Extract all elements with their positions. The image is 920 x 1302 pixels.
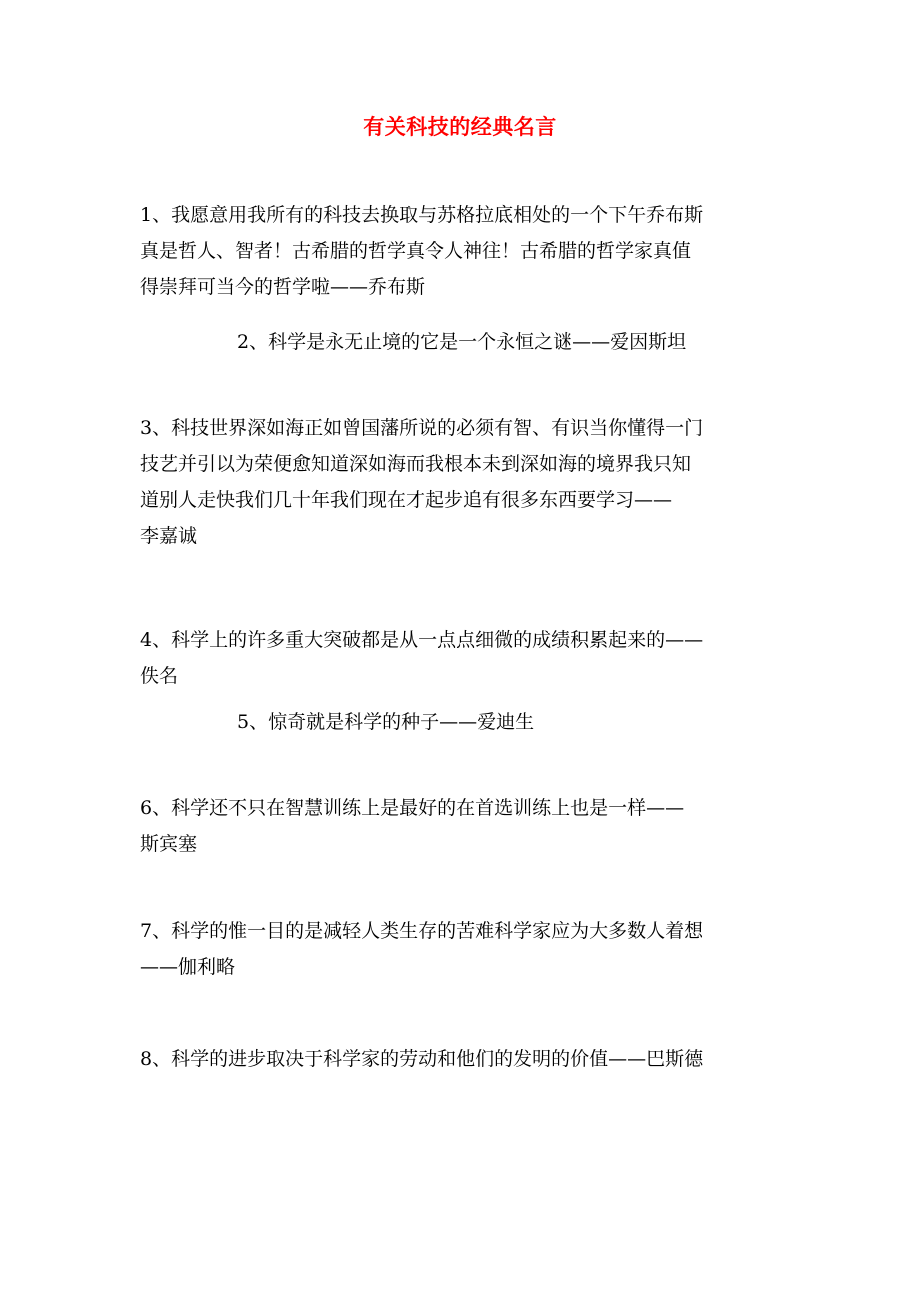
quote-7: [140, 913, 780, 985]
quote-line: 李嘉诚: [140, 525, 198, 547]
quote-line: 道别人走快我们几十年我们现在才起步追有很多东西要学习——: [140, 489, 673, 511]
quote-4: [140, 622, 780, 694]
quote-line: 6、科学还不只在智慧训练上是最好的在首选训练上也是一样——: [140, 797, 685, 819]
quote-line: 得崇拜可当今的哲学啦——乔布斯: [140, 276, 426, 298]
quote-line: 5、惊奇就是科学的种子——爱迪生: [237, 711, 535, 733]
quote-line: 4、科学上的许多重大突破都是从一点点细微的成绩积累起来的——: [140, 629, 704, 651]
quote-line: 3、科技世界深如海正如曾国藩所说的必须有智、有识当你懂得一门: [140, 417, 704, 439]
quote-line: 2、科学是永无止境的它是一个永恒之谜——爱因斯坦: [237, 331, 687, 353]
quote-line: 8、科学的进步取决于科学家的劳动和他们的发明的价值——巴斯德: [140, 1048, 704, 1070]
quote-6: [140, 790, 780, 862]
quote-line: 技艺并引以为荣便愈知道深如海而我根本未到深如海的境界我只知: [140, 453, 692, 475]
quote-8: [140, 1041, 780, 1077]
quote-line: 斯宾塞: [140, 833, 198, 855]
quote-1: [140, 197, 780, 305]
quote-line: 佚名: [140, 665, 179, 687]
quote-line: ——伽利略: [140, 956, 236, 978]
quote-line: 真是哲人、智者！古希腊的哲学真令人神往！古希腊的哲学家真值: [140, 240, 692, 262]
quote-line: 7、科学的惟一目的是减轻人类生存的苦难科学家应为大多数人着想: [140, 920, 704, 942]
quote-5: [237, 704, 797, 740]
quote-line: 1、我愿意用我所有的科技去换取与苏格拉底相处的一个下午乔布斯: [140, 204, 704, 226]
quote-2: [237, 324, 797, 360]
page-title: 有关科技的经典名言: [363, 114, 557, 139]
quote-3: [140, 410, 780, 554]
